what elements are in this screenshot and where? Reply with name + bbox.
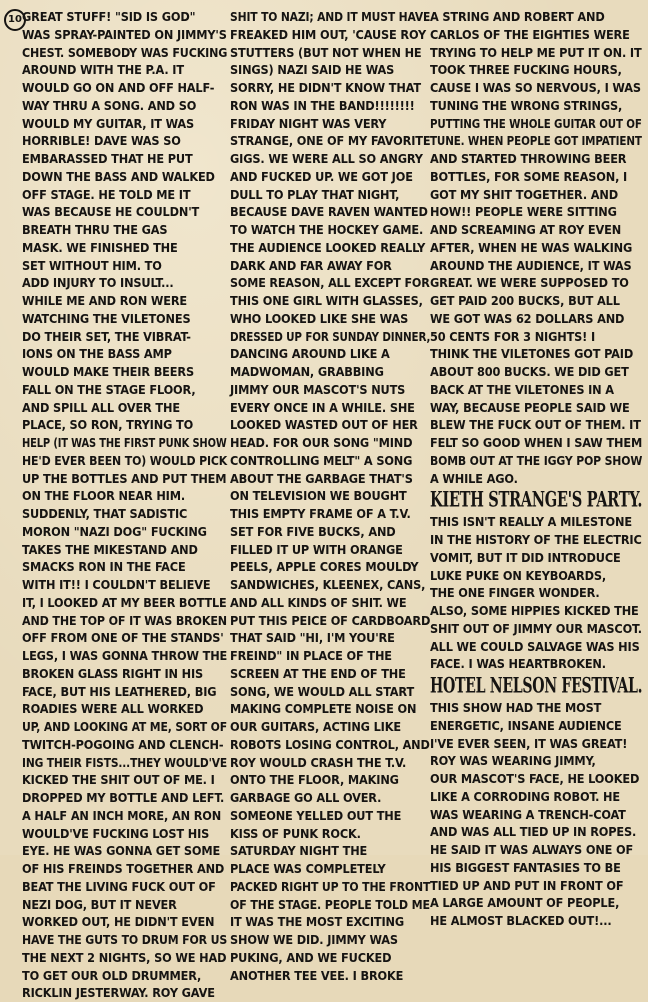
column1-line: PLACE, SO RON, TRYING TO xyxy=(22,417,194,433)
column3-line: AND SCREAMING AT ROY EVEN xyxy=(430,222,622,237)
column2-line: SHOW WE DID. JIMMY WAS xyxy=(230,932,398,947)
column2-line: SHIT TO NAZI; AND IT MUST HAVE xyxy=(230,9,431,24)
column2-line: FILLED IT UP WITH ORANGE xyxy=(230,541,403,557)
column2-line: RON WAS IN THE BAND!!!!!!!! xyxy=(230,97,415,113)
text-column-2 xyxy=(230,8,430,984)
text-column-1 xyxy=(22,8,227,1002)
column1-line: WITH IT!! I COULDN'T BELIEVE xyxy=(22,577,211,592)
column2-line: PUKING, AND WE FUCKED xyxy=(230,949,392,965)
column1-line: BEAT THE LIVING FUCK OUT OF xyxy=(22,878,216,894)
column1-line: MORON "NAZI DOG" FUCKING xyxy=(22,523,207,539)
column2-line: THIS ONE GIRL WITH GLASSES, xyxy=(230,293,423,308)
column3-line: FACE. I WAS HEARTBROKEN. xyxy=(430,656,606,672)
column3-line: BOMB OUT AT THE IGGY POP SHOW xyxy=(430,452,643,468)
column3-line: TUNING THE WRONG STRINGS, xyxy=(430,97,623,113)
column1-line: AND SPILL ALL OVER THE xyxy=(22,399,180,415)
column1-line: WATCHING THE VILETONES xyxy=(22,310,191,326)
column1-line: GREAT STUFF! "SID IS GOD" xyxy=(22,9,196,24)
column3-line: AFTER, WHEN HE WAS WALKING xyxy=(430,239,633,255)
column1-line: WAY THRU A SONG. AND SO xyxy=(22,97,197,113)
column3-line: CARLOS OF THE EIGHTIES WERE xyxy=(430,26,630,42)
column2-line: FREIND" IN PLACE OF THE xyxy=(230,648,392,663)
column1-line: WAS SPRAY-PAINTED ON JIMMY'S xyxy=(22,26,227,42)
column1-line: WOULD GO ON AND OFF HALF- xyxy=(22,80,215,95)
column1-line: OFF STAGE. HE TOLD ME IT xyxy=(22,186,191,202)
column2-line: DULL TO PLAY THAT NIGHT, xyxy=(230,186,400,202)
column3-line: WE GOT WAS 62 DOLLARS AND xyxy=(430,310,625,326)
column1-line: BREATH THRU THE GAS xyxy=(22,222,168,237)
column2-line: THAT SAID "HI, I'M YOU'RE xyxy=(230,630,395,646)
column1-line: DROPPED MY BOTTLE AND LEFT. xyxy=(22,790,225,805)
column1-line: A HALF AN INCH MORE, AN RON xyxy=(22,807,222,823)
column3-line: ALSO, SOME HIPPIES KICKED THE xyxy=(430,603,639,618)
column2-line: TO WATCH THE HOCKEY GAME. xyxy=(230,222,424,237)
column1-line: NEZI DOG, BUT IT NEVER xyxy=(22,896,177,912)
column2-line: EVERY ONCE IN A WHILE. SHE xyxy=(230,399,415,415)
column1-line: UP THE BOTTLES AND PUT THEM xyxy=(22,470,227,486)
column2-line: PACKED RIGHT UP TO THE FRONT xyxy=(230,878,431,894)
column3-line: THIS ISN'T REALLY A MILESTONE xyxy=(430,514,632,530)
column1-line: AROUND WITH THE P.A. IT xyxy=(22,62,184,78)
column3-line: THIS SHOW HAD THE MOST xyxy=(430,700,602,715)
column1-line: DOWN THE BASS AND WALKED xyxy=(22,168,215,184)
column1-line: SUDDENLY, THAT SADISTIC xyxy=(22,506,188,521)
column3-line: ALL WE COULD SALVAGE WAS HIS xyxy=(430,638,640,654)
column1-line: WOULD'VE FUCKING LOST HIS xyxy=(22,825,210,841)
column2-line: SONG, WE WOULD ALL START xyxy=(230,683,415,699)
column1-line: HAVE THE GUTS TO DRUM FOR US xyxy=(22,932,228,947)
column2-line: GIGS. WE WERE ALL SO ANGRY xyxy=(230,151,423,166)
column3-line: HE ALMOST BLACKED OUT!... xyxy=(430,913,612,928)
column2-line: BECAUSE DAVE RAVEN WANTED xyxy=(230,204,428,220)
column2-line: PUT THIS PEICE OF CARDBOARD xyxy=(230,612,431,628)
column2-line: SATURDAY NIGHT THE xyxy=(230,843,368,859)
column3-line: A WHILE AGO. xyxy=(430,470,518,486)
column3-line: HOW!! PEOPLE WERE SITTING xyxy=(430,204,617,220)
column2-line: IT WAS THE MOST EXCITING xyxy=(230,914,405,930)
text-column-3 xyxy=(430,8,642,930)
column2-line: DARK AND FAR AWAY FOR xyxy=(230,257,392,273)
column1-line: HE'D EVER BEEN TO) WOULD PICK xyxy=(22,452,228,468)
column1-line: IT, I LOOKED AT MY BEER BOTTLE xyxy=(22,594,227,610)
column1-line: UP, AND LOOKING AT ME, SORT OF xyxy=(22,719,228,734)
column1-line: CHEST. SOMEBODY WAS FUCKING xyxy=(22,44,228,60)
column2-line: THE AUDIENCE LOOKED REALLY xyxy=(230,239,426,255)
column3-line: LIKE A CORRODING ROBOT. HE xyxy=(430,788,620,804)
column2-line: SET FOR FIVE BUCKS, AND xyxy=(230,523,396,539)
column1-line: WOULD MY GUITAR, IT WAS xyxy=(22,115,195,131)
column3-line: VOMIT, BUT IT DID INTRODUCE xyxy=(430,549,621,565)
column2-line: SOME REASON, ALL EXCEPT FOR xyxy=(230,275,430,291)
column3-line: THINK THE VILETONES GOT PAID xyxy=(430,346,634,362)
column2-line: ROY WOULD CRASH THE T.V. xyxy=(230,754,407,770)
column3-line: CAUSE I WAS SO NERVOUS, I WAS xyxy=(430,80,641,95)
column3-line: THE ONE FINGER WONDER. xyxy=(430,585,600,601)
column2-line: MADWOMAN, GRABBING xyxy=(230,364,384,379)
column2-line: MAKING COMPLETE NOISE ON xyxy=(230,701,417,717)
column1-line: WOULD MAKE THEIR BEERS xyxy=(22,364,194,379)
column1-line: BROKEN GLASS RIGHT IN HIS xyxy=(22,665,204,681)
column1-line: IONS ON THE BASS AMP xyxy=(22,346,172,362)
column2-line: SOMEONE YELLED OUT THE xyxy=(230,807,402,823)
column1-line: WORKED OUT, HE DIDN'T EVEN xyxy=(22,914,215,930)
column3-line: AND WAS ALL TIED UP IN ROPES. xyxy=(430,824,637,840)
column3-line: GET PAID 200 BUCKS, BUT ALL xyxy=(430,293,620,308)
column3-line: BOTTLES, FOR SOME REASON, I xyxy=(430,168,628,184)
column3-line: LUKE PUKE ON KEYBOARDS, xyxy=(430,567,607,583)
column2-line: ANOTHER TEE VEE. I BROKE xyxy=(230,967,404,983)
column1-line: OF HIS FREINDS TOGETHER AND xyxy=(22,861,225,876)
column1-line: OFF FROM ONE OF THE STANDS' xyxy=(22,630,224,646)
column2-line: DRESSED UP FOR SUNDAY DINNER, xyxy=(230,328,431,344)
column3-line: I'VE EVER SEEN, IT WAS GREAT! xyxy=(430,735,628,751)
column3-line: FELT SO GOOD WHEN I SAW THEM xyxy=(430,435,643,450)
column1-line: AND THE TOP OF IT WAS BROKEN xyxy=(22,612,227,628)
column1-line: ROADIES WERE ALL WORKED xyxy=(22,701,204,717)
column3-line: GREAT. WE WERE SUPPOSED TO xyxy=(430,275,629,291)
column2-line: HEAD. FOR OUR SONG "MIND xyxy=(230,435,413,450)
column3-line: BLEW THE FUCK OUT OF THEM. IT xyxy=(430,417,641,433)
column1-line: DO THEIR SET, THE VIBRAT- xyxy=(22,328,191,344)
column1-line: KICKED THE SHIT OUT OF ME. I xyxy=(22,772,215,788)
column2-line: PLACE WAS COMPLETELY xyxy=(230,861,386,876)
column2-line: AND ALL KINDS OF SHIT. WE xyxy=(230,594,407,610)
column2-line: FREAKED HIM OUT, 'CAUSE ROY xyxy=(230,26,427,42)
section-heading-hotel-nelson-festival: HOTEL NELSON FESTIVAL. xyxy=(430,673,643,699)
column2-line: SORRY, HE DIDN'T KNOW THAT xyxy=(230,80,421,95)
column2-line: STUTTERS (BUT NOT WHEN HE xyxy=(230,44,422,60)
column3-line: WAY, BECAUSE PEOPLE SAID WE xyxy=(430,399,630,415)
column2-line: OUR GUITARS, ACTING LIKE xyxy=(230,719,401,734)
column3-line: ABOUT 800 BUCKS. WE DID GET xyxy=(430,364,629,379)
column1-line: LEGS, I WAS GONNA THROW THE xyxy=(22,648,228,663)
column1-line: FALL ON THE STAGE FLOOR, xyxy=(22,381,196,397)
column2-line: WHO LOOKED LIKE SHE WAS xyxy=(230,310,409,326)
column1-line: HORRIBLE! DAVE WAS SO xyxy=(22,133,181,149)
column3-line: TUNE. WHEN PEOPLE GOT IMPATIENT xyxy=(430,133,642,149)
column2-line: STRANGE, ONE OF MY FAVORITE xyxy=(230,133,431,149)
column2-line: SINGS) NAZI SAID HE WAS xyxy=(230,62,395,78)
column1-line: THE NEXT 2 NIGHTS, SO WE HAD xyxy=(22,949,227,965)
column3-line: 50 CENTS FOR 3 NIGHTS! I xyxy=(430,328,596,344)
column2-line: AND FUCKED UP. WE GOT JOE xyxy=(230,168,413,184)
column3-line: ENERGETIC, INSANE AUDIENCE xyxy=(430,717,622,733)
column3-line: SHIT OUT OF JIMMY OUR MASCOT. xyxy=(430,620,642,636)
column3-line: IN THE HISTORY OF THE ELECTRIC xyxy=(430,532,642,547)
column2-line: PEELS, APPLE CORES MOULDY xyxy=(230,559,419,575)
column3-line: BACK AT THE VILETONES IN A xyxy=(430,381,614,397)
column3-line: HIS BIGGEST FANTASIES TO BE xyxy=(430,859,621,875)
column2-line: GARBAGE GO ALL OVER. xyxy=(230,790,382,805)
column3-line: OUR MASCOT'S FACE, HE LOOKED xyxy=(430,771,640,786)
column3-line: PUTTING THE WHOLE GUITAR OUT OF xyxy=(430,115,642,131)
column2-line: ABOUT THE GARBAGE THAT'S xyxy=(230,470,413,486)
column3-line: AND STARTED THROWING BEER xyxy=(430,151,627,166)
column1-line: ON THE FLOOR NEAR HIM. xyxy=(22,488,186,504)
column1-line: SMACKS RON IN THE FACE xyxy=(22,559,186,575)
column2-line: KISS OF PUNK ROCK. xyxy=(230,825,361,841)
column1-line: TWITCH-POGOING AND CLENCH- xyxy=(22,736,224,752)
column2-line: SANDWICHES, KLEENEX, CANS, xyxy=(230,577,426,592)
column2-line: JIMMY OUR MASCOT'S NUTS xyxy=(230,381,406,397)
column1-line: WHILE ME AND RON WERE xyxy=(22,293,188,308)
column3-line: TRYING TO HELP ME PUT IT ON. IT xyxy=(430,44,642,60)
column2-line: ONTO THE FLOOR, MAKING xyxy=(230,772,399,788)
column2-line: ROBOTS LOSING CONTROL, AND xyxy=(230,736,430,752)
column3-line: A LARGE AMOUNT OF PEOPLE, xyxy=(430,895,620,911)
column3-line: GOT MY SHIT TOGETHER. AND xyxy=(430,186,619,202)
column1-line: ADD INJURY TO INSULT... xyxy=(22,275,174,291)
column3-line: WAS WEARING A TRENCH-COAT xyxy=(430,806,626,822)
column1-line: WAS BECAUSE HE COULDN'T xyxy=(22,204,200,220)
column2-line: THIS EMPTY FRAME OF A T.V. xyxy=(230,506,411,521)
column1-line: RICKLIN JESTERWAY. ROY GAVE xyxy=(22,985,215,1001)
column3-line: ROY WAS WEARING JIMMY, xyxy=(430,753,596,769)
column2-line: FRIDAY NIGHT WAS VERY xyxy=(230,115,387,131)
column2-line: ON TELEVISION WE BOUGHT xyxy=(230,488,407,504)
column2-line: SCREEN AT THE END OF THE xyxy=(230,665,406,681)
page-number: 10 xyxy=(4,9,26,31)
column1-line: MASK. WE FINISHED THE xyxy=(22,239,178,255)
column3-line: HE SAID IT WAS ALWAYS ONE OF xyxy=(430,842,634,857)
column3-line: TOOK THREE FUCKING HOURS, xyxy=(430,62,622,78)
column1-line: SET WITHOUT HIM. TO xyxy=(22,257,162,273)
column2-line: CONTROLLING MELT" A SONG xyxy=(230,452,413,468)
column3-line: A STRING AND ROBERT AND xyxy=(430,9,605,24)
column3-line: TIED UP AND PUT IN FRONT OF xyxy=(430,877,624,893)
column1-line: TO GET OUR OLD DRUMMER, xyxy=(22,967,202,983)
column1-line: EYE. HE WAS GONNA GET SOME xyxy=(22,843,221,859)
column1-line: HELP (IT WAS THE FIRST PUNK SHOW xyxy=(22,435,227,450)
column1-line: EMBARASSED THAT HE PUT xyxy=(22,151,193,166)
column2-line: OF THE STAGE. PEOPLE TOLD ME xyxy=(230,896,430,912)
column2-line: DANCING AROUND LIKE A xyxy=(230,346,390,362)
column1-line: ING THEIR FISTS...THEY WOULD'VE xyxy=(22,754,227,770)
column2-line: LOOKED WASTED OUT OF HER xyxy=(230,417,418,433)
column1-line: TAKES THE MIKESTAND AND xyxy=(22,541,198,557)
section-heading-kieth-stranges-party: KIETH STRANGE'S PARTY. xyxy=(430,487,643,513)
column3-line: AROUND THE AUDIENCE, IT WAS xyxy=(430,257,632,273)
column1-line: FACE, BUT HIS LEATHERED, BIG xyxy=(22,683,217,699)
